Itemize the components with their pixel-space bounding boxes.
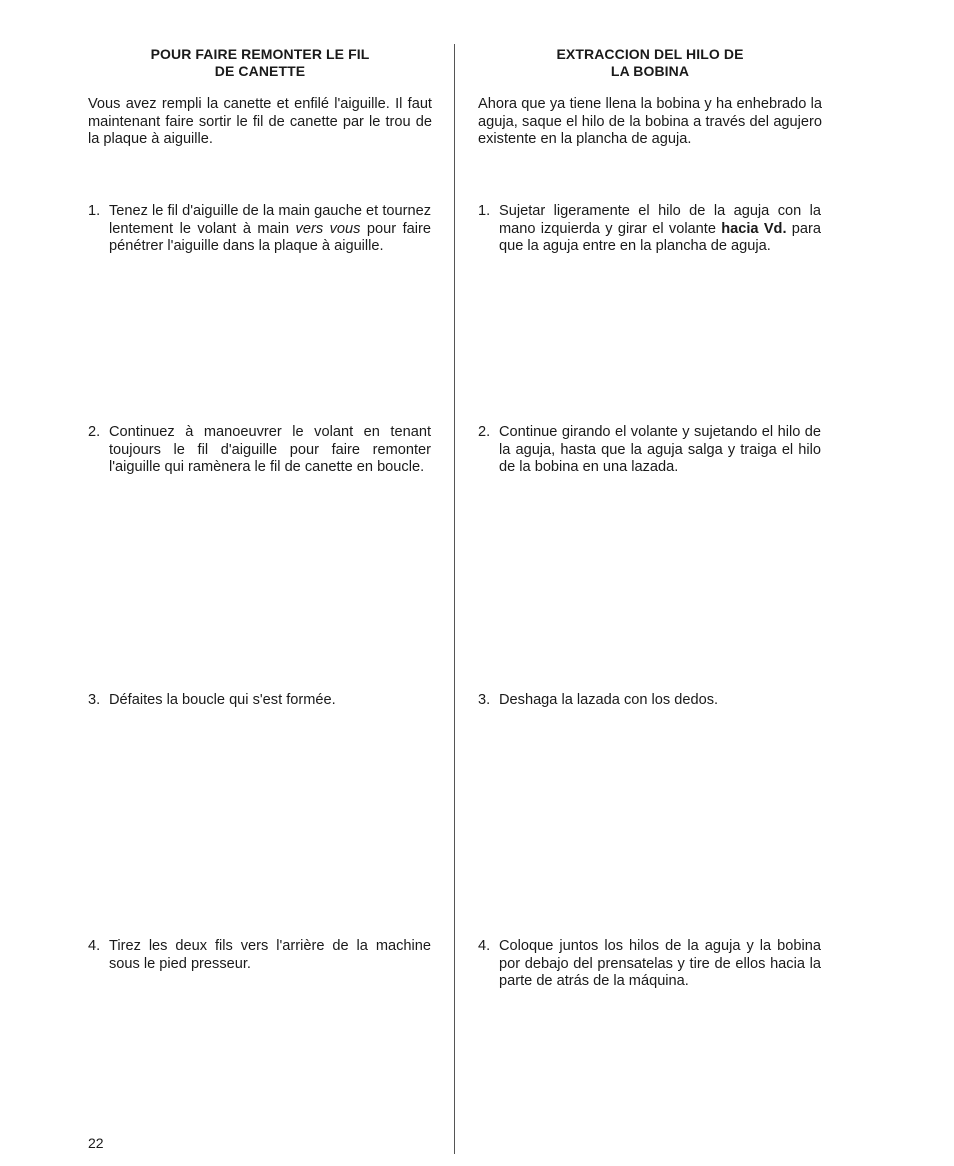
left-step-1-number: 1. xyxy=(88,203,101,219)
left-step-1-text-a: Tenez le fil d'aiguille de la main gauche et tournez lentement le volant à main xyxy=(109,203,431,237)
right-step-4-number: 4. xyxy=(478,938,491,954)
right-step-1-number: 1. xyxy=(478,203,491,219)
right-step-4-text: Coloque juntos los hilos de la aguja y la bobina por debajo del prensatelas y tire de ellos hacia la parte de atrás de la máquina. xyxy=(499,938,821,990)
right-title-line1: EXTRACCION DEL HILO DE xyxy=(556,46,744,62)
column-divider xyxy=(454,44,455,1154)
left-title-line2: DE CANETTE xyxy=(214,63,306,79)
left-step-3-number: 3. xyxy=(88,692,101,708)
right-title-line2: LA BOBINA xyxy=(610,63,690,79)
left-title-line1: POUR FAIRE REMONTER LE FIL xyxy=(150,46,370,62)
left-step-1-text xyxy=(109,203,431,256)
right-column-title xyxy=(478,46,822,80)
left-intro: Vous avez rempli la canette et enfilé l'aiguille. Il faut maintenant faire sortir le fil de canette par le trou de la plaque à aiguille. xyxy=(88,96,432,148)
left-step-4-number: 4. xyxy=(88,938,101,954)
right-step-1-text-a: Sujetar ligeramente el hilo de la aguja con la mano izquierda y girar el volante xyxy=(499,203,821,237)
right-intro: Ahora que ya tiene llena la bobina y ha enhebrado la aguja, saque el hilo de la bobina a través del agujero existente en la plancha de aguja. xyxy=(478,96,822,148)
left-step-4-text: Tirez les deux fils vers l'arrière de la machine sous le pied presseur. xyxy=(109,938,431,972)
right-step-2-text: Continue girando el volante y sujetando el hilo de la aguja, hasta que la aguja salga y traiga el hilo de la bobina en una lazada. xyxy=(499,424,821,476)
left-step-1-text-b: pour faire pénétrer l'aiguille dans la plaque à aiguille. xyxy=(109,220,431,255)
right-step-1-text xyxy=(499,203,821,256)
right-step-1-text-b: para que la aguja entre en la plancha de aguja. xyxy=(499,220,822,255)
right-step-1-strong: hacia Vd. xyxy=(721,220,787,237)
left-step-2-number: 2. xyxy=(88,424,101,440)
right-step-3-number: 3. xyxy=(478,692,491,708)
page-number: 22 xyxy=(88,1135,104,1151)
left-column-title xyxy=(88,46,432,80)
left-step-2-text: Continuez à manoeuvrer le volant en tenant toujours le fil d'aiguille pour faire remonter l'aiguille qui ramènera le fil de canette en boucle. xyxy=(109,424,431,476)
left-step-1-emphasis: vers vous xyxy=(295,220,361,237)
right-step-3-text: Deshaga la lazada con los dedos. xyxy=(499,692,719,708)
right-step-2-number: 2. xyxy=(478,424,491,440)
left-step-3-text: Défaites la boucle qui s'est formée. xyxy=(109,692,336,708)
